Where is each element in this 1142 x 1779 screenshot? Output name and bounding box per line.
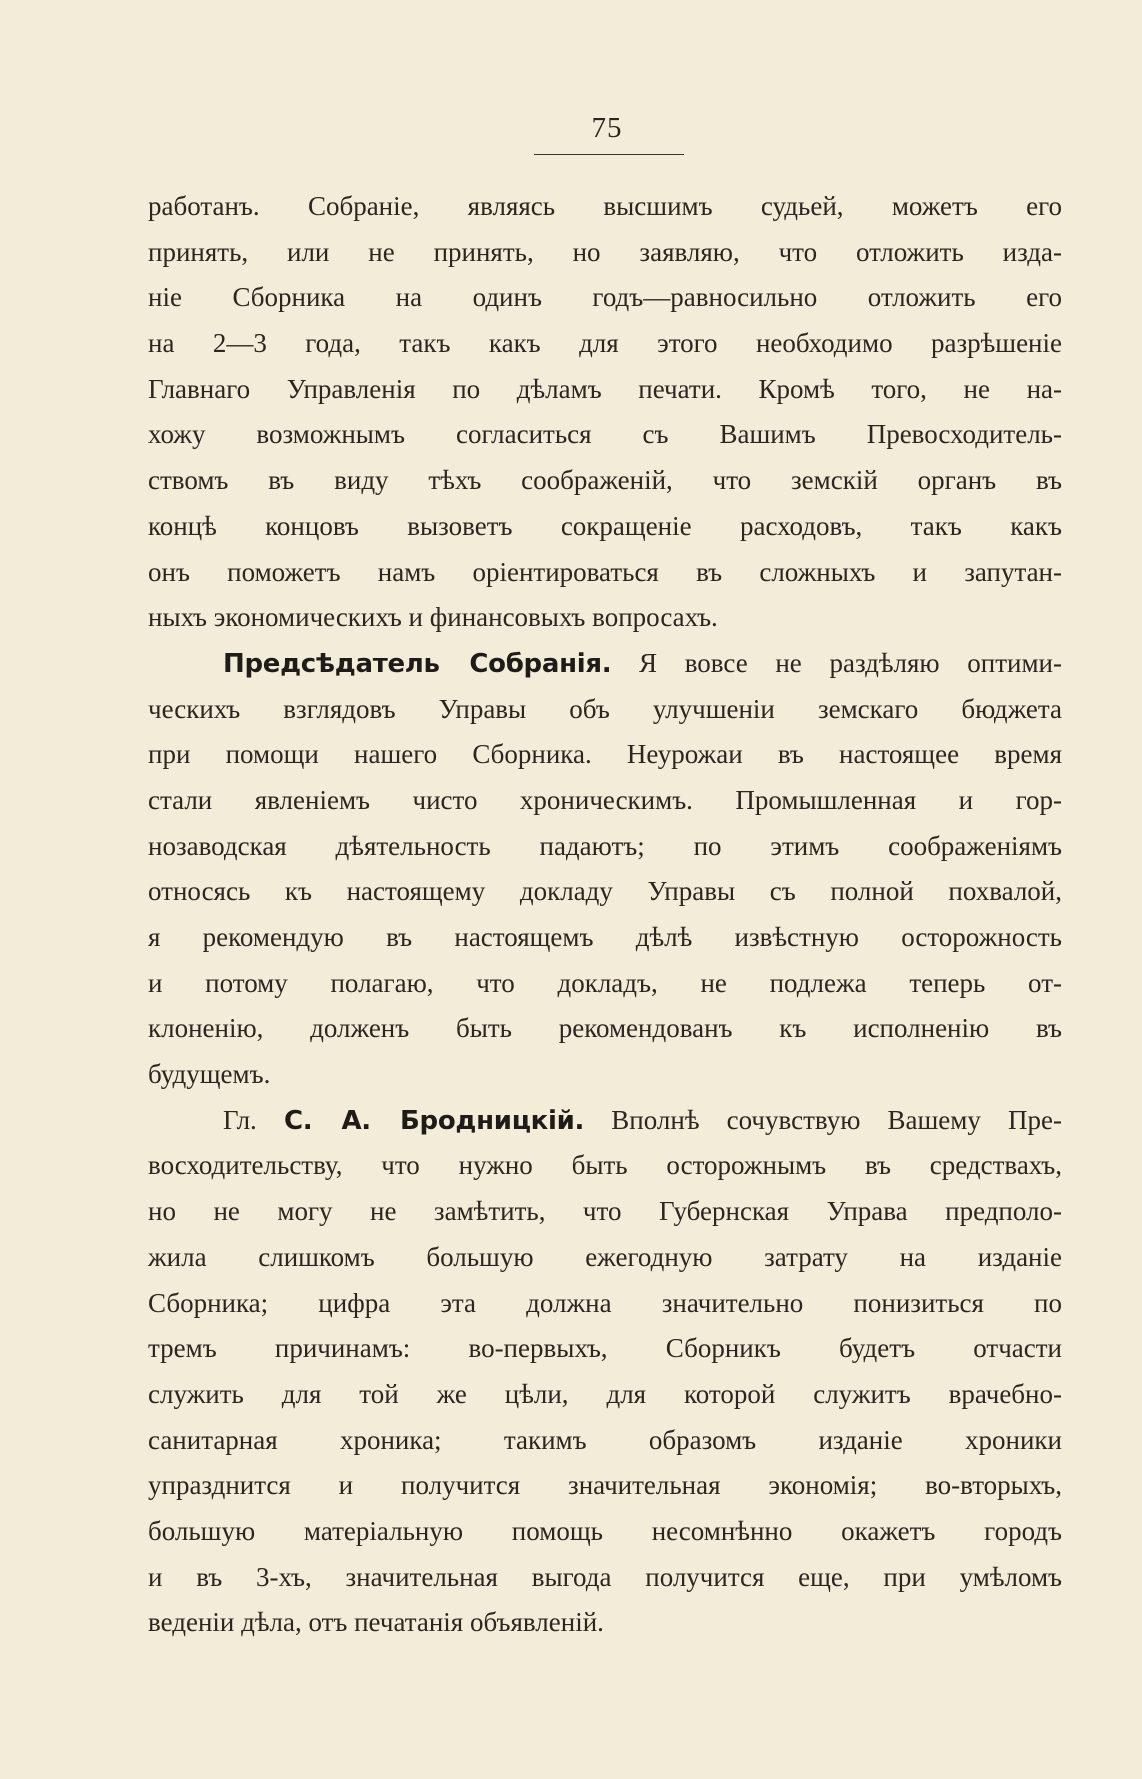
speech-first-line — [148, 1098, 1062, 1144]
text-line: санитарная хроника; такимъ образомъ изданіе хроники — [148, 1424, 1062, 1455]
speech-text: Я вовсе не раздѣляю оптими- — [639, 647, 1062, 678]
text-line: жила слишкомъ большую ежегодную затрату на изданіе — [148, 1241, 1062, 1272]
text-line: ніе Сборника на одинъ годъ—равносильно отложить его — [148, 282, 1062, 313]
text-line: и потому полагаю, что докладъ, не подлежа теперь от- — [148, 967, 1062, 998]
text-line: будущемъ. — [148, 1059, 271, 1090]
text-line: при помощи нашего Сборника. Неурожаи въ настоящее время — [148, 739, 1062, 770]
text-line: восходительству, что нужно быть осторожнымъ въ средствахъ, — [148, 1150, 1062, 1181]
text-line: нозаводская дѣятельность падаютъ; по этимъ соображеніямъ — [148, 830, 1062, 861]
speaker-prefix: Гл. — [223, 1104, 257, 1135]
text-line: концѣ концовъ вызоветъ сокращеніе расходовъ, такъ какъ — [148, 510, 1062, 541]
text-line: хожу возможнымъ согласиться съ Вашимъ Превосходитель- — [148, 419, 1062, 450]
text-line: и въ 3-хъ, значительная выгода получится еще, при умѣломъ — [148, 1561, 1062, 1592]
text-line: большую матеріальную помощь несомнѣнно окажетъ городъ — [148, 1515, 1062, 1546]
speaker-name: Предсѣдатель Собранія. — [223, 648, 612, 679]
text-line: но не могу не замѣтить, что Губернская Управа предполо- — [148, 1196, 1062, 1227]
text-line: относясь къ настоящему докладу Управы съ полной похвалой, — [148, 876, 1062, 907]
text-line: упразднится и получится значительная экономія; во-вторыхъ, — [148, 1470, 1062, 1501]
text-line: на 2—3 года, такъ какъ для этого необходимо разрѣшеніе — [148, 328, 1062, 359]
page-number: 75 — [591, 112, 623, 144]
text-line: веденіи дѣла, отъ печатанія объявленій. — [148, 1607, 604, 1638]
text-line: онъ поможетъ намъ оріентироваться въ сложныхъ и запутан- — [148, 556, 1062, 587]
body-text — [148, 184, 1062, 1646]
speaker-name: С. А. Бродницкій. — [283, 1105, 585, 1136]
text-line: стали явленіемъ чисто хроническимъ. Промышленная и гор- — [148, 784, 1062, 815]
text-line: клоненію, долженъ быть рекомендованъ къ исполненію въ — [148, 1013, 1062, 1044]
text-line: ствомъ въ виду тѣхъ соображеній, что земскій органъ въ — [148, 465, 1062, 496]
speech-first-line — [148, 641, 1062, 687]
text-line: Сборника; цифра эта должна значительно понизиться по — [148, 1287, 1062, 1318]
header-rule — [534, 154, 684, 155]
text-line: тремъ причинамъ: во-первыхъ, Сборникъ будетъ отчасти — [148, 1333, 1062, 1364]
text-line: принять, или не принять, но заявляю, что отложить изда- — [148, 236, 1062, 267]
text-line: ческихъ взглядовъ Управы объ улучшеніи земскаго бюджета — [148, 693, 1062, 724]
speech-text: Вполнѣ сочувствую Вашему Пре- — [611, 1104, 1063, 1135]
text-line: я рекомендую въ настоящемъ дѣлѣ извѣстную осторожность — [148, 922, 1062, 952]
text-line: работанъ. Собраніе, являясь высшимъ судьей, можетъ его — [148, 191, 1062, 221]
text-line: ныхъ экономическихъ и финансовыхъ вопросахъ. — [148, 602, 718, 633]
text-line: Главнаго Управленія по дѣламъ печати. Кромѣ того, не на- — [148, 373, 1062, 404]
text-line: служить для той же цѣли, для которой служитъ врачебно- — [148, 1378, 1062, 1409]
